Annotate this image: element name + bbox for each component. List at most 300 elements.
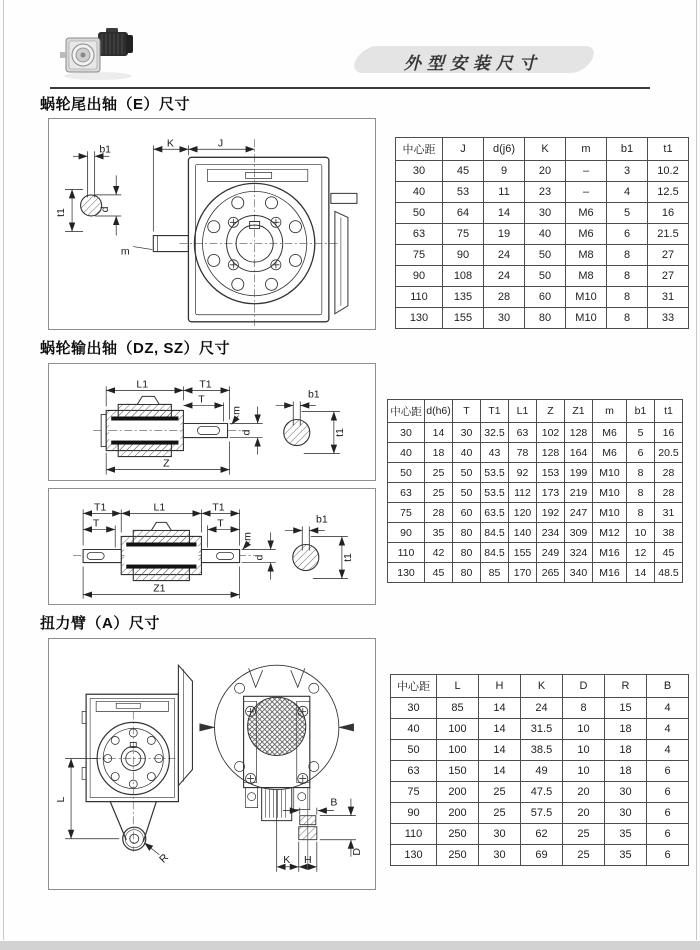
- table-cell: 49: [521, 761, 563, 782]
- table-cell: 30: [605, 803, 647, 824]
- table-cell: 47.5: [521, 782, 563, 803]
- table-cell: 9: [484, 161, 525, 182]
- drawing-dz-shaft-box: [48, 363, 376, 481]
- table-cell: 75: [388, 503, 425, 523]
- table-cell: 24: [521, 698, 563, 719]
- dim-label-b1: b1: [307, 388, 320, 401]
- table-cell: 53.5: [481, 483, 509, 503]
- table-cell: 90: [391, 803, 437, 824]
- table-row: [391, 761, 689, 782]
- column-header: t1: [655, 400, 683, 423]
- dim-label-t1: t1: [55, 208, 68, 217]
- table-cell: 90: [388, 523, 425, 543]
- table-row: [391, 845, 689, 866]
- table-cell: 140: [509, 523, 537, 543]
- table-cell: 108: [443, 266, 484, 287]
- table-cell: 6: [627, 443, 655, 463]
- table-row: [388, 443, 683, 463]
- table-cell: 10: [627, 523, 655, 543]
- table-cell: 40: [525, 224, 566, 245]
- output-shaft: [183, 424, 227, 438]
- dim-label-d: d: [253, 554, 266, 561]
- table-cell: 150: [437, 761, 479, 782]
- table-cell: 75: [396, 245, 443, 266]
- header-divider: [50, 87, 650, 89]
- dim-label-t1-section: t1: [333, 428, 346, 437]
- table-cell: 8: [607, 287, 648, 308]
- table-cell: 265: [537, 563, 565, 583]
- table-cell: 30: [453, 423, 481, 443]
- table-row: [396, 245, 689, 266]
- table-cell: 18: [425, 443, 453, 463]
- table-cell: M6: [593, 443, 627, 463]
- table-cell: 20.5: [655, 443, 683, 463]
- column-header: m: [593, 400, 627, 423]
- table-cell: 120: [509, 503, 537, 523]
- table-cell: 24: [484, 245, 525, 266]
- column-header: t1: [648, 138, 689, 161]
- dim-label-j: J: [217, 137, 224, 150]
- table-cell: 8: [627, 503, 655, 523]
- table-row: [391, 824, 689, 845]
- table-cell: 135: [443, 287, 484, 308]
- table-cell: 4: [647, 719, 689, 740]
- shaft-cross-section: [293, 526, 319, 570]
- table-cell: 63.5: [481, 503, 509, 523]
- table-cell: 28: [655, 463, 683, 483]
- table-cell: 30: [388, 423, 425, 443]
- table-cell: 32.5: [481, 423, 509, 443]
- dim-label-d: D: [350, 847, 363, 856]
- table-cell: M6: [566, 203, 607, 224]
- hollow-shaft-hub: [121, 522, 201, 580]
- table-cell: 25: [479, 803, 521, 824]
- dim-label-m: m: [241, 532, 254, 541]
- table-cell: 25: [479, 782, 521, 803]
- table-cell: 14: [479, 761, 521, 782]
- table-cell: 31: [655, 503, 683, 523]
- table-cell: 78: [509, 443, 537, 463]
- column-header: 中心距: [391, 675, 437, 698]
- table-cell: 10: [563, 719, 605, 740]
- column-header: B: [647, 675, 689, 698]
- table-cell: 30: [525, 203, 566, 224]
- table-cell: 30: [391, 698, 437, 719]
- table-row: [388, 483, 683, 503]
- table-cell: 53.5: [481, 463, 509, 483]
- table-cell: 23: [525, 182, 566, 203]
- table-cell: 75: [443, 224, 484, 245]
- table-cell: 6: [607, 224, 648, 245]
- table-row: [396, 203, 689, 224]
- table-cell: 128: [565, 423, 593, 443]
- table-cell: 250: [437, 824, 479, 845]
- table-cell: 80: [453, 523, 481, 543]
- table-cell: 35: [605, 845, 647, 866]
- table-cell: 5: [627, 423, 655, 443]
- table-cell: 110: [396, 287, 443, 308]
- table-cell: 102: [537, 423, 565, 443]
- table-cell: 64: [443, 203, 484, 224]
- dim-label-t1-section: t1: [341, 553, 354, 562]
- table-cell: 6: [647, 845, 689, 866]
- product-photo: [56, 24, 140, 82]
- table-row: [391, 698, 689, 719]
- table-cell: 27: [648, 245, 689, 266]
- dim-label-z1: Z1: [153, 582, 166, 595]
- dim-label-t1-left: T1: [94, 501, 107, 514]
- table-cell: 30: [484, 308, 525, 329]
- dim-label-z: Z: [163, 457, 170, 470]
- table-cell: 3: [607, 161, 648, 182]
- table-cell: 153: [537, 463, 565, 483]
- table-cell: 20: [563, 782, 605, 803]
- dim-label-h: H: [303, 853, 312, 866]
- table-cell: 14: [479, 740, 521, 761]
- drawing-sz-shaft: [49, 489, 375, 604]
- gearbox-front-view: [188, 157, 357, 322]
- table-cell: 247: [565, 503, 593, 523]
- table-cell: 249: [537, 543, 565, 563]
- table-row: [391, 719, 689, 740]
- table-cell: 14: [479, 719, 521, 740]
- dim-label-t1: T1: [199, 378, 212, 391]
- table-cell: 50: [525, 245, 566, 266]
- column-header: b1: [627, 400, 655, 423]
- drawing-e-shaft: [49, 119, 375, 329]
- table-cell: –: [566, 161, 607, 182]
- dim-label-b1: b1: [99, 143, 112, 156]
- table-cell: 31: [648, 287, 689, 308]
- table-row: [388, 423, 683, 443]
- table-cell: 63: [396, 224, 443, 245]
- dim-label-t: T: [198, 393, 205, 406]
- table-cell: 8: [627, 463, 655, 483]
- table-cell: 6: [647, 782, 689, 803]
- table-cell: –: [566, 182, 607, 203]
- dim-label-t1-right: T1: [212, 501, 225, 514]
- table-cell: 30: [605, 782, 647, 803]
- table-cell: 30: [396, 161, 443, 182]
- view-arrow-left: [199, 723, 215, 731]
- table-cell: 43: [481, 443, 509, 463]
- table-row: [388, 543, 683, 563]
- table-cell: 200: [437, 803, 479, 824]
- table-cell: 20: [525, 161, 566, 182]
- table-cell: 14: [425, 423, 453, 443]
- table-row: [391, 803, 689, 824]
- table-row: [396, 308, 689, 329]
- page-footer-bar: [0, 941, 700, 950]
- dim-label-t-right: T: [217, 517, 224, 530]
- torque-arm-bolt: [299, 788, 317, 864]
- table-cell: 45: [425, 563, 453, 583]
- table-cell: 8: [563, 698, 605, 719]
- table-cell: 35: [425, 523, 453, 543]
- table-cell: M16: [593, 563, 627, 583]
- table-cell: 18: [605, 740, 647, 761]
- table-cell: 60: [525, 287, 566, 308]
- table-cell: M10: [566, 308, 607, 329]
- dimension-labels: [55, 137, 223, 257]
- table-cell: 10: [563, 761, 605, 782]
- table-cell: 14: [484, 203, 525, 224]
- table-cell: 20: [563, 803, 605, 824]
- table-cell: 200: [437, 782, 479, 803]
- table-cell: M8: [566, 266, 607, 287]
- table-cell: 12.5: [648, 182, 689, 203]
- table-cell: 40: [453, 443, 481, 463]
- table-cell: 4: [647, 698, 689, 719]
- table-cell: 170: [509, 563, 537, 583]
- table-row: [388, 503, 683, 523]
- dim-label-t-left: T: [92, 517, 100, 530]
- table-cell: 35: [605, 824, 647, 845]
- table-cell: M8: [566, 245, 607, 266]
- table-cell: 100: [437, 719, 479, 740]
- column-header: Z: [537, 400, 565, 423]
- table-cell: 85: [437, 698, 479, 719]
- section-title-output-shaft: 蜗轮输出轴（DZ, SZ）尺寸: [40, 340, 230, 357]
- table-cell: 4: [647, 740, 689, 761]
- column-header: b1: [607, 138, 648, 161]
- table-cell: 28: [655, 483, 683, 503]
- table-cell: 309: [565, 523, 593, 543]
- dimension-table-torque-arm: [390, 674, 689, 866]
- table-cell: 110: [388, 543, 425, 563]
- page-right-border: [696, 0, 697, 940]
- table-row: [396, 182, 689, 203]
- column-header: L: [437, 675, 479, 698]
- table-cell: 18: [605, 719, 647, 740]
- column-header: H: [479, 675, 521, 698]
- table-cell: 24: [484, 266, 525, 287]
- table-cell: 164: [565, 443, 593, 463]
- column-header: 中心距: [388, 400, 425, 423]
- column-header: m: [566, 138, 607, 161]
- table-cell: 16: [648, 203, 689, 224]
- table-cell: 14: [627, 563, 655, 583]
- dim-label-m: m: [230, 406, 243, 415]
- table-cell: 234: [537, 523, 565, 543]
- table-cell: 45: [655, 543, 683, 563]
- drawing-dz-shaft: [49, 364, 375, 480]
- column-header: T: [453, 400, 481, 423]
- table-cell: 90: [443, 245, 484, 266]
- table-cell: M10: [593, 483, 627, 503]
- table-row: [396, 287, 689, 308]
- table-cell: 69: [521, 845, 563, 866]
- table-cell: 8: [607, 266, 648, 287]
- table-cell: 57.5: [521, 803, 563, 824]
- table-cell: 25: [425, 463, 453, 483]
- table-row: [388, 463, 683, 483]
- column-header: L1: [509, 400, 537, 423]
- table-cell: 80: [453, 563, 481, 583]
- dim-label-b1: b1: [315, 513, 328, 526]
- page-left-border: [3, 0, 4, 940]
- table-cell: 130: [391, 845, 437, 866]
- table-cell: 199: [565, 463, 593, 483]
- table-cell: 25: [425, 483, 453, 503]
- dim-label-k: K: [283, 853, 291, 866]
- table-cell: M6: [593, 423, 627, 443]
- table-cell: 8: [607, 308, 648, 329]
- table-cell: M10: [593, 463, 627, 483]
- table-cell: 16: [655, 423, 683, 443]
- table-cell: 27: [648, 266, 689, 287]
- table-cell: 30: [479, 824, 521, 845]
- table-cell: 130: [396, 308, 443, 329]
- table-cell: 340: [565, 563, 593, 583]
- table-cell: 128: [537, 443, 565, 463]
- table-cell: 38: [655, 523, 683, 543]
- table-cell: 110: [391, 824, 437, 845]
- table-cell: 85: [481, 563, 509, 583]
- column-header: Z1: [565, 400, 593, 423]
- dimension-table-e-shaft: [395, 137, 689, 329]
- column-header: R: [605, 675, 647, 698]
- table-cell: 50: [391, 740, 437, 761]
- table-cell: 25: [563, 845, 605, 866]
- table-row: [391, 782, 689, 803]
- table-row: [396, 161, 689, 182]
- table-cell: 15: [605, 698, 647, 719]
- hollow-shaft-hub: [101, 396, 183, 456]
- table-cell: 84.5: [481, 523, 509, 543]
- table-cell: 10: [563, 740, 605, 761]
- column-header: J: [443, 138, 484, 161]
- dim-label-l: L: [55, 796, 68, 803]
- table-cell: 250: [437, 845, 479, 866]
- table-cell: 84.5: [481, 543, 509, 563]
- table-row: [396, 266, 689, 287]
- page-title: 外型安装尺寸: [403, 54, 542, 73]
- table-cell: 31.5: [521, 719, 563, 740]
- table-cell: 19: [484, 224, 525, 245]
- table-cell: 14: [479, 698, 521, 719]
- table-cell: 6: [647, 761, 689, 782]
- section-title-e-shaft: 蜗轮尾出轴（E）尺寸: [40, 96, 191, 113]
- section-title-torque-arm: 扭力臂（A）尺寸: [40, 615, 160, 632]
- table-cell: M6: [566, 224, 607, 245]
- table-cell: 173: [537, 483, 565, 503]
- table-cell: 63: [388, 483, 425, 503]
- table-cell: 90: [396, 266, 443, 287]
- table-cell: M12: [593, 523, 627, 543]
- table-cell: 112: [509, 483, 537, 503]
- dim-label-l1: L1: [153, 501, 166, 514]
- table-cell: 10.2: [648, 161, 689, 182]
- dim-label-k: K: [166, 137, 174, 150]
- table-cell: 62: [521, 824, 563, 845]
- table-header-row: [396, 138, 689, 161]
- table-cell: 324: [565, 543, 593, 563]
- view-arrow-right: [338, 723, 354, 731]
- column-header: 中心距: [396, 138, 443, 161]
- shaft-cross-section: [284, 401, 310, 445]
- table-cell: 40: [388, 443, 425, 463]
- table-cell: 50: [453, 463, 481, 483]
- table-row: [388, 563, 683, 583]
- table-cell: 63: [391, 761, 437, 782]
- table-cell: 18: [605, 761, 647, 782]
- table-cell: 53: [443, 182, 484, 203]
- table-header-row: [391, 675, 689, 698]
- table-cell: 40: [396, 182, 443, 203]
- shaft-cross-section: [81, 151, 102, 216]
- dim-label-r: R: [157, 851, 171, 866]
- drawing-torque-arm: [49, 639, 375, 889]
- dim-label-d: d: [99, 206, 112, 213]
- table-cell: 6: [647, 803, 689, 824]
- table-cell: 8: [607, 245, 648, 266]
- table-cell: 80: [525, 308, 566, 329]
- table-cell: 50: [453, 483, 481, 503]
- table-cell: 21.5: [648, 224, 689, 245]
- table-cell: 48.5: [655, 563, 683, 583]
- table-cell: 45: [443, 161, 484, 182]
- table-cell: 12: [627, 543, 655, 563]
- table-cell: 155: [443, 308, 484, 329]
- table-cell: 4: [607, 182, 648, 203]
- table-cell: 50: [388, 463, 425, 483]
- table-cell: 42: [425, 543, 453, 563]
- dim-label-d: d: [240, 429, 253, 436]
- table-cell: M10: [566, 287, 607, 308]
- table-row: [388, 523, 683, 543]
- table-cell: 50: [525, 266, 566, 287]
- table-cell: 33: [648, 308, 689, 329]
- table-cell: 100: [437, 740, 479, 761]
- column-header: K: [521, 675, 563, 698]
- table-cell: 219: [565, 483, 593, 503]
- table-cell: 28: [484, 287, 525, 308]
- drawing-torque-arm-box: [48, 638, 376, 890]
- table-cell: 130: [388, 563, 425, 583]
- dim-label-l1: L1: [136, 378, 149, 391]
- table-cell: 6: [647, 824, 689, 845]
- table-cell: 28: [425, 503, 453, 523]
- column-header: D: [563, 675, 605, 698]
- table-cell: 63: [509, 423, 537, 443]
- column-header: d(h6): [425, 400, 453, 423]
- table-cell: 155: [509, 543, 537, 563]
- table-cell: 25: [563, 824, 605, 845]
- table-cell: 38.5: [521, 740, 563, 761]
- column-header: K: [525, 138, 566, 161]
- drawing-e-shaft-box: [48, 118, 376, 330]
- table-cell: 50: [396, 203, 443, 224]
- motor-body: [98, 32, 128, 56]
- dimension-table-output-shaft: [387, 399, 683, 583]
- table-cell: 30: [479, 845, 521, 866]
- table-cell: 92: [509, 463, 537, 483]
- table-cell: 80: [453, 543, 481, 563]
- table-cell: 8: [627, 483, 655, 503]
- table-header-row: [388, 400, 683, 423]
- table-cell: 5: [607, 203, 648, 224]
- table-cell: 75: [391, 782, 437, 803]
- table-cell: M16: [593, 543, 627, 563]
- table-cell: 192: [537, 503, 565, 523]
- table-cell: 60: [453, 503, 481, 523]
- table-row: [391, 740, 689, 761]
- page-title-banner: [349, 46, 599, 73]
- column-header: d(j6): [484, 138, 525, 161]
- drawing-sz-shaft-box: [48, 488, 376, 605]
- table-cell: 11: [484, 182, 525, 203]
